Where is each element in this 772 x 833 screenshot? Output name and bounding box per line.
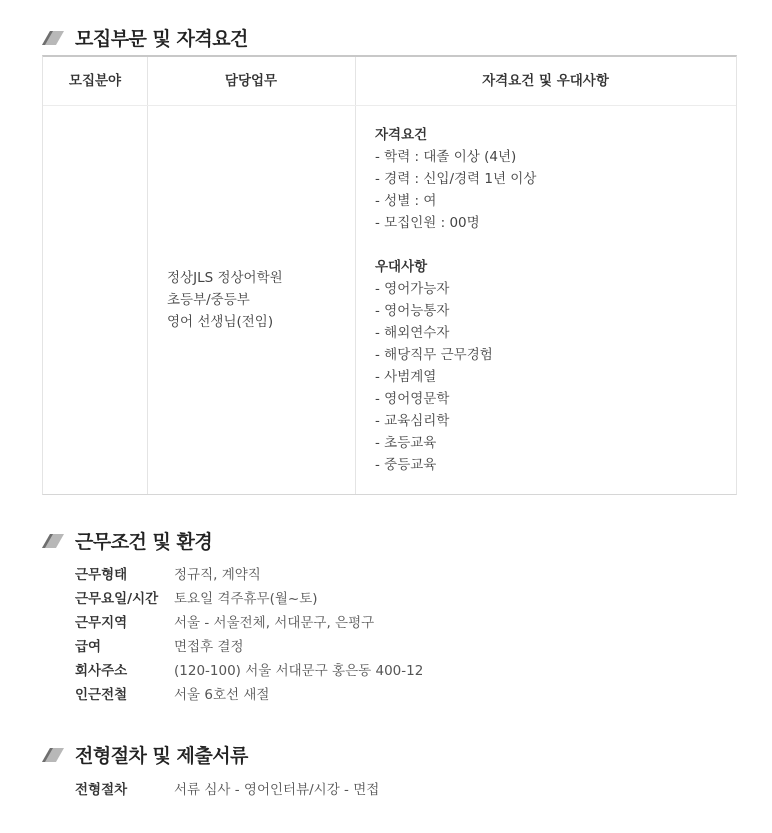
preference-item: - 해외연수자 xyxy=(375,325,450,341)
section-title: 모집부문 및 자격요건 xyxy=(75,28,248,50)
qualification-item: - 학력 : 대졸 이상 (4년) xyxy=(375,149,517,165)
condition-value: 정규직, 계약직 xyxy=(174,567,261,583)
qualifications-title: 자격요건 xyxy=(375,127,428,143)
process-value: 서류 심사 - 영어인터뷰/시강 - 면접 xyxy=(174,782,380,798)
process-row xyxy=(75,778,379,802)
qualification-item: - 모집인원 : 00명 xyxy=(375,215,480,231)
duty-line: 초등부/중등부 xyxy=(167,292,250,308)
condition-row xyxy=(75,683,423,707)
section-marker-icon xyxy=(42,748,64,762)
column-duty xyxy=(147,57,356,494)
column-field xyxy=(43,57,148,494)
process-key: 전형절차 xyxy=(75,782,128,798)
section-marker-icon xyxy=(42,31,64,45)
condition-key: 회사주소 xyxy=(75,663,128,679)
preference-item: - 중등교육 xyxy=(375,457,437,473)
preference-item: - 초등교육 xyxy=(375,435,437,451)
qualification-item: - 경력 : 신입/경력 1년 이상 xyxy=(375,171,537,187)
condition-key: 근무지역 xyxy=(75,615,128,631)
table-header: 모집분야 xyxy=(43,57,147,106)
condition-row xyxy=(75,659,423,683)
duty-line: 정상JLS 정상어학원 xyxy=(167,270,283,286)
preference-item: - 사범계열 xyxy=(375,369,437,385)
duty-line: 영어 선생님(전임) xyxy=(167,314,274,330)
preference-item: - 영어능통자 xyxy=(375,303,450,319)
duty-cell xyxy=(167,267,283,333)
condition-value: 토요일 격주휴무(월~토) xyxy=(174,591,318,607)
condition-value: 서울 - 서울전체, 서대문구, 은평구 xyxy=(174,615,375,631)
preference-item: - 해당직무 근무경험 xyxy=(375,347,493,363)
condition-row xyxy=(75,587,423,611)
section-title: 근무조건 및 환경 xyxy=(75,531,213,553)
section-marker-icon xyxy=(42,534,64,548)
condition-row xyxy=(75,563,423,587)
condition-row xyxy=(75,635,423,659)
condition-key: 인근전철 xyxy=(75,687,128,703)
conditions-list xyxy=(75,563,423,707)
condition-key: 급여 xyxy=(75,639,102,655)
condition-value: 면접후 결정 xyxy=(174,639,244,655)
preference-item: - 영어가능자 xyxy=(375,281,450,297)
preference-item: - 영어영문학 xyxy=(375,391,450,407)
section-header-conditions xyxy=(42,527,212,554)
condition-key: 근무요일/시간 xyxy=(75,591,159,607)
qualifications-cell xyxy=(375,124,536,476)
preferences-title: 우대사항 xyxy=(375,259,428,275)
condition-row xyxy=(75,611,423,635)
table-header: 담당업무 xyxy=(147,57,355,106)
section-title: 전형절차 및 제출서류 xyxy=(75,745,248,767)
section-header-process xyxy=(42,741,248,768)
preference-item: - 교육심리학 xyxy=(375,413,450,429)
condition-value: 서울 6호선 새절 xyxy=(174,687,270,703)
condition-value: (120-100) 서울 서대문구 홍은동 400-12 xyxy=(174,663,424,679)
process-list xyxy=(75,778,379,802)
section-header-recruit xyxy=(42,24,248,51)
requirements-table xyxy=(42,55,737,495)
column-qualifications xyxy=(355,57,736,494)
condition-key: 근무형태 xyxy=(75,567,128,583)
table-header: 자격요건 및 우대사항 xyxy=(355,57,736,106)
qualification-item: - 성별 : 여 xyxy=(375,193,437,209)
